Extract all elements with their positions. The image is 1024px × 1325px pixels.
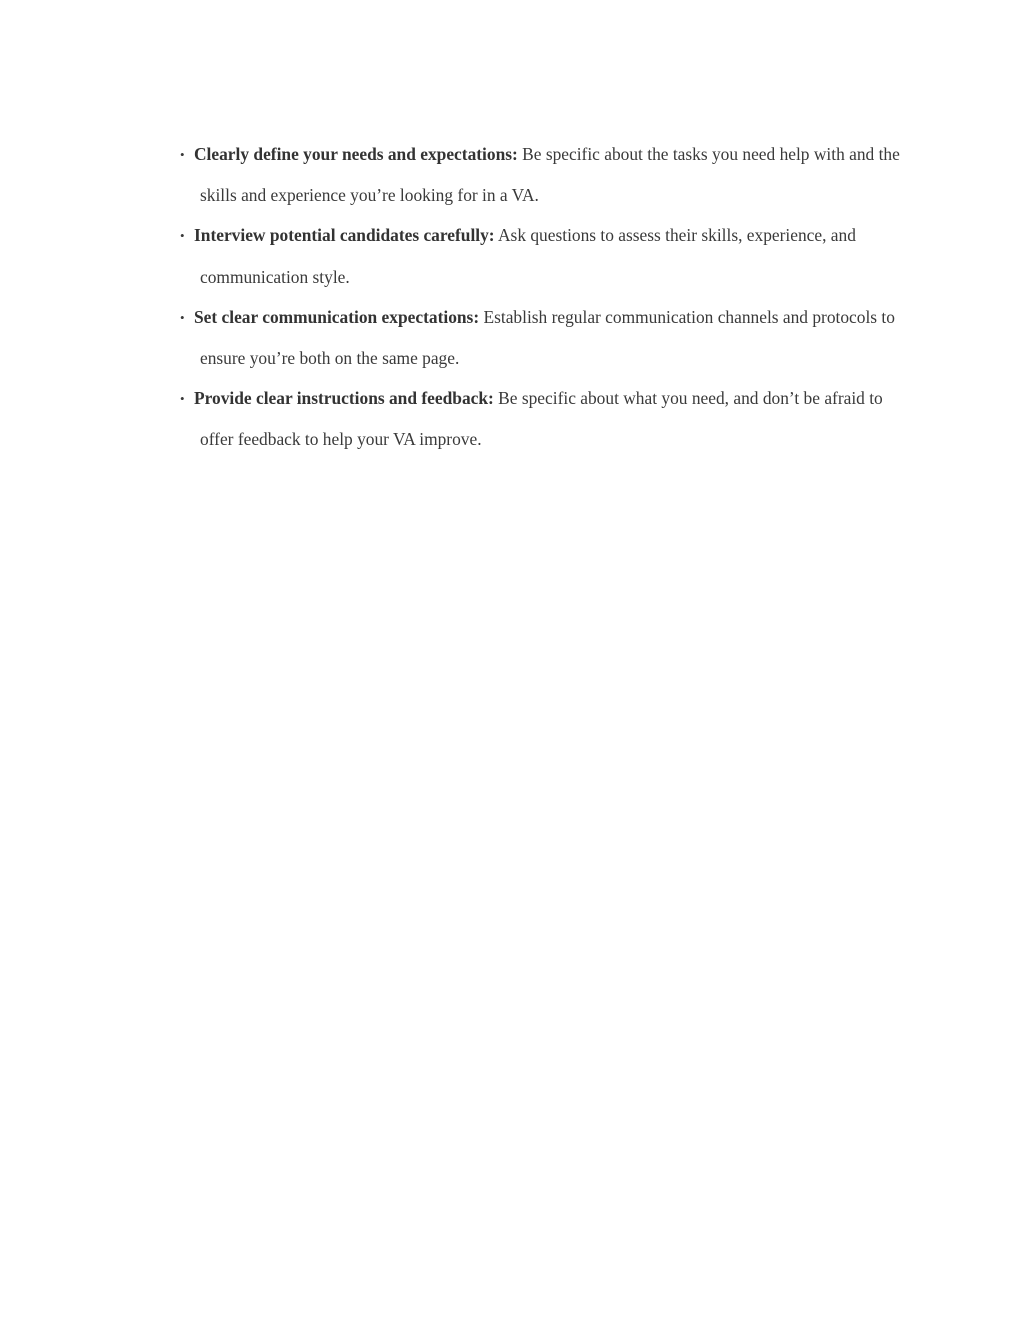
bullet-term: Clearly define your needs and expectations: [194,144,518,164]
list-item [168,134,916,215]
bullet-text: Be specific about what you need, and don’t be afraid to offer feedback to help your VA improve. [200,388,883,450]
tips-bullet-list [168,134,916,460]
bullet-icon: • [180,309,185,325]
bullet-text: Establish regular communication channels and protocols to ensure you’re both on the same page. [200,306,895,369]
bullet-text: Ask questions to assess their skills, experience, and communication style. [200,225,856,287]
bullet-icon: • [180,228,185,244]
bullet-icon: • [180,391,185,407]
list-item [168,378,916,459]
bullet-text: Be specific about the tasks you need help with and the skills and experience you’re looking for in a VA. [200,144,900,206]
bullet-term: Interview potential candidates carefully: [194,225,495,246]
list-item [168,215,916,296]
bullet-term: Provide clear instructions and feedback: [194,388,494,409]
bullet-term: Set clear communication expectations: [194,306,480,327]
list-item [168,297,916,378]
bullet-icon: • [180,147,185,162]
